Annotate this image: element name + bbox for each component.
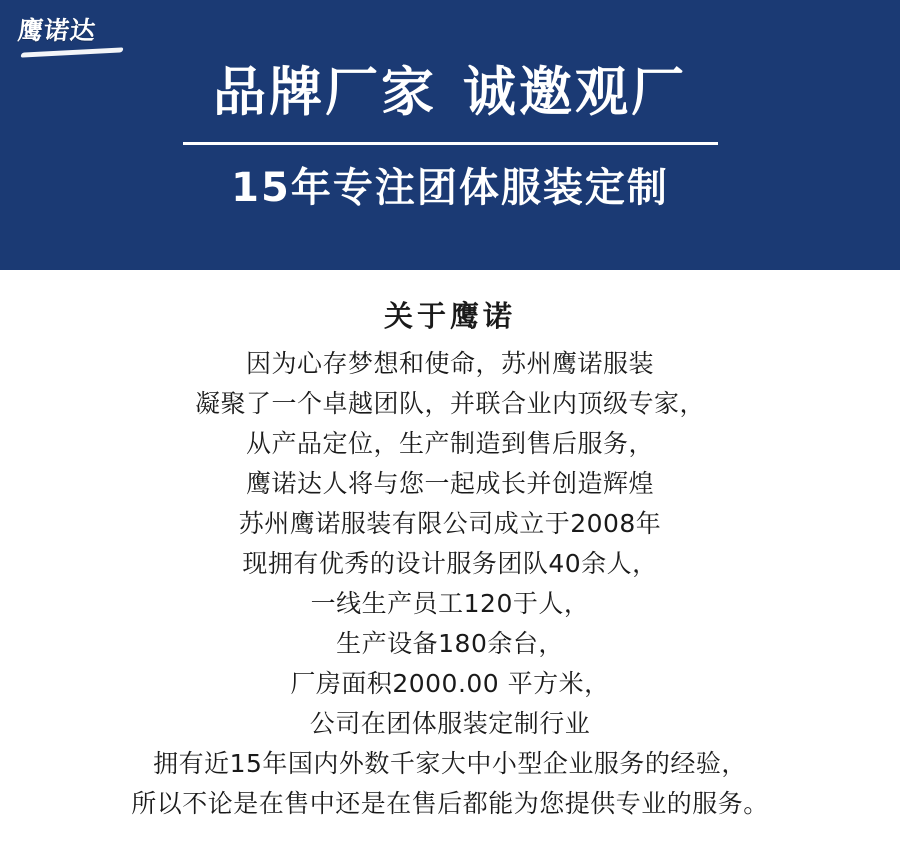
- about-line: 拥有近15年国内外数千家大中小型企业服务的经验，: [153, 749, 747, 778]
- about-line: 现拥有优秀的设计服务团队40余人，: [242, 549, 658, 578]
- about-line: 凝聚了一个卓越团队，并联合业内顶级专家，: [194, 389, 705, 418]
- about-line: 一线生产员工120于人，: [310, 589, 590, 618]
- about-line: 因为心存梦想和使命，苏州鹰诺服装: [245, 349, 654, 378]
- banner-divider: [183, 142, 718, 145]
- hero-banner: [0, 0, 900, 270]
- banner-title-part2: 诚邀观厂: [463, 62, 687, 123]
- page-title: 关于鹰诺: [383, 299, 516, 333]
- banner-content: [0, 0, 900, 270]
- banner-subtitle: 15年专注团体服装定制: [231, 165, 669, 211]
- about-section: [0, 270, 900, 824]
- about-line: 苏州鹰诺服装有限公司成立于2008年: [238, 509, 662, 538]
- about-line: 鹰诺达人将与您一起成长并创造辉煌: [245, 469, 654, 498]
- about-line: 公司在团体服装定制行业: [309, 709, 591, 738]
- about-line: 所以不论是在售中还是在售后都能为您提供专业的服务。: [131, 789, 769, 818]
- banner-title: [213, 62, 687, 124]
- about-line: 从产品定位，生产制造到售后服务，: [245, 429, 654, 458]
- about-line: 厂房面积2000.00 平方米，: [290, 669, 610, 698]
- about-line: 生产设备180余台，: [336, 629, 564, 658]
- banner-title-part1: 品牌厂家: [213, 62, 437, 123]
- brand-logo-text: 鹰诺达: [16, 16, 98, 45]
